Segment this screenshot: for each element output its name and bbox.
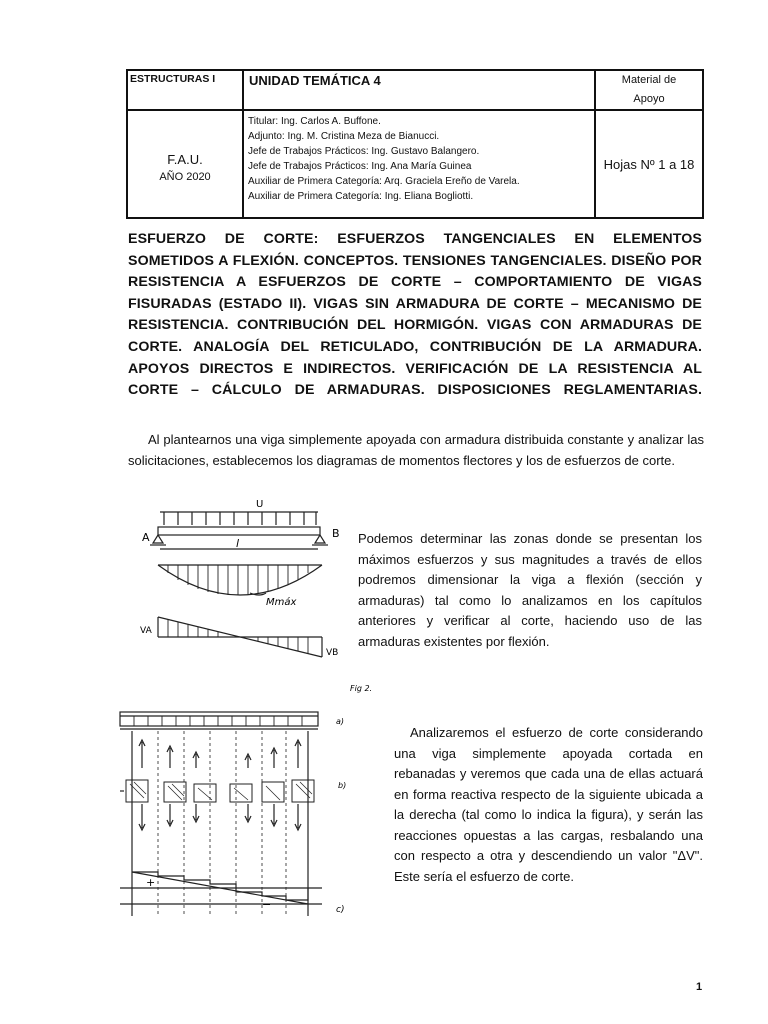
mmax-label: Mmáx (266, 597, 297, 608)
fig2-label-b: b) (338, 781, 347, 790)
material-cell (595, 70, 703, 110)
staff-line: Adjunto: Ing. M. Cristina Meza de Bianucci. (248, 131, 440, 142)
school-name: F.A.U. (167, 151, 203, 167)
unit-cell: UNIDAD TEMÁTICA 4 (243, 70, 595, 110)
staff-line: Auxiliar de Primera Categoría: Ing. Eliana Bogliotti. (248, 191, 474, 202)
page-number: 1 (696, 981, 703, 993)
support-a-label: A (142, 531, 150, 544)
beam-diagrams-figure (138, 497, 358, 677)
fig2-label-a: a) (336, 717, 345, 726)
material-line-1: Material de (621, 74, 677, 86)
span-label: l (236, 537, 240, 550)
side-paragraph-1: Podemos determinar las zonas donde se presentan los máximos esfuerzos y sus magnitudes a través de ellos podremos dimensionar la viga a flexión (sección y armaduras) tal como lo analizamos en los capítulos anteriores y verificar al corte, haciendo uso de las armaduras existentes por flexión. (358, 531, 702, 649)
shear-minus-sign: − (262, 898, 272, 911)
intro-paragraph: Al plantearnos una viga simplemente apoyada con armadura distribuida constante y analizar las solicitaciones, establecemos los diagramas de momentos flectores y los de esfuerzos de corte. (128, 432, 704, 468)
load-label: U (256, 499, 264, 510)
staff-cell (243, 110, 595, 218)
staff-line: Auxiliar de Primera Categoría: Arq. Graciela Ereño de Varela. (248, 176, 520, 187)
side-paragraph-2: Analizaremos el esfuerzo de corte considerando una viga simplemente apoyada cortada en rebanadas y veremos que cada una de ellas actuará en forma reactiva respecto de la siguiente ubicada a la derecha (tal como lo indica la figura), y serán las reacciones opuestas a las cargas, resbalando una con respecto a otra y descendiendo un valor "ΔV". Este sería el esfuerzo de corte. (394, 725, 703, 884)
staff-line: Jefe de Trabajos Prácticos: Ing. Gustavo Balangero. (248, 146, 480, 157)
fig2-caption: Fig 2. (350, 684, 373, 693)
pages-cell: Hojas Nº 1 a 18 (595, 110, 703, 218)
school-cell (127, 110, 243, 218)
support-b-label: B (332, 527, 340, 540)
load-arrows (164, 512, 316, 525)
header-table (126, 69, 704, 219)
staff-line: Titular: Ing. Carlos A. Buffone. (248, 116, 381, 127)
staff-line: Jefe de Trabajos Prácticos: Ing. Ana María Guinea (248, 161, 472, 172)
school-year: AÑO 2020 (159, 170, 211, 183)
material-line-2: Apoyo (633, 93, 665, 105)
shear-plus-sign: + (146, 876, 156, 889)
fig2-label-c: c) (336, 905, 345, 915)
va-label: VA (140, 626, 152, 636)
vb-label: VB (326, 648, 339, 658)
sliced-beam-figure (112, 676, 382, 938)
subject-cell: ESTRUCTURAS I (127, 70, 243, 110)
section-title: ESFUERZO DE CORTE: ESFUERZOS TANGENCIALES EN ELEMENTOS SOMETIDOS A FLEXIÓN. CONCEPTOS. TENSIONES TANGENCIALES. DISEÑO POR RESISTENCIA A ESFUERZOS DE CORTE – COMPORTAMIENTO DE VIGAS FISURADAS (ESTADO II). VIGAS SIN ARMADURA DE CORTE – MECANISMO DE RESISTENCIA. CONTRIBUCIÓN DEL HORMIGÓN. VIGAS CON ARMADURAS DE CORTE. ANALOGÍA DEL RETICULADO, CONTRIBUCIÓN DE LA ARMADURA. APOYOS DIRECTOS E INDIRECTOS. VERIFICACIÓN DE LA RESISTENCIA AL CORTE – CÁLCULO DE ARMADURAS. DISPOSICIONES REGLAMENTARIAS. (128, 231, 702, 399)
